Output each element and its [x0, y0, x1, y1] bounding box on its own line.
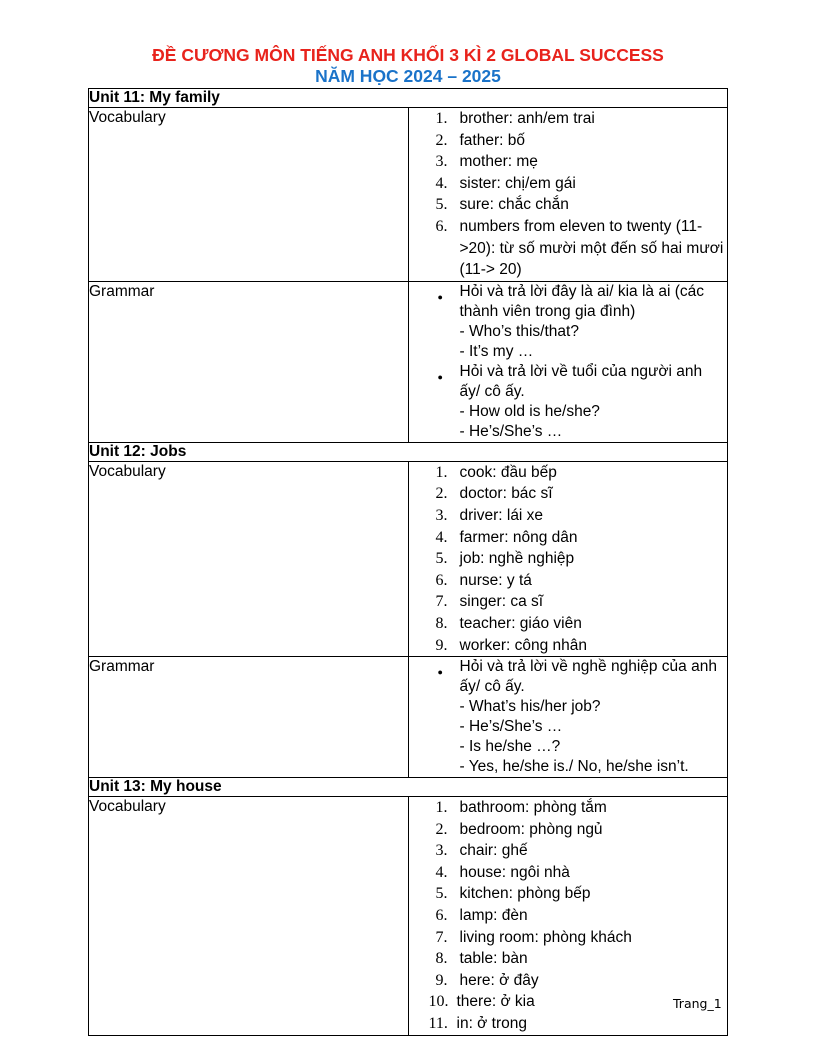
item-number: 7.	[435, 928, 448, 946]
vocabulary-item	[409, 130, 728, 152]
item-text: doctor: bác sĩ	[459, 485, 553, 503]
vocabulary-item	[409, 905, 728, 927]
vocabulary-item	[409, 216, 728, 281]
item-number: 7.	[435, 593, 448, 611]
item-number: 11.	[428, 1015, 448, 1033]
vocabulary-item	[409, 505, 728, 527]
document-title: ĐỀ CƯƠNG MÔN TIẾNG ANH KHỐI 3 KÌ 2 GLOBAL SUCCESS	[152, 45, 664, 65]
unit-header-row	[89, 442, 728, 461]
item-text: mother: mẹ	[459, 153, 538, 171]
item-number: 6.	[435, 217, 448, 235]
item-text: bedroom: phòng ngủ	[459, 820, 603, 838]
vocabulary-label: Vocabulary	[89, 461, 409, 656]
item-number: 6.	[435, 907, 448, 925]
vocabulary-item	[409, 151, 728, 173]
item-text: house: ngôi nhà	[459, 863, 570, 881]
example-sentence: - It’s my …	[459, 342, 534, 360]
vocabulary-item	[409, 635, 728, 657]
grammar-row	[89, 657, 728, 778]
example-sentence: - Who’s this/that?	[459, 322, 579, 340]
syllabus-table	[88, 88, 728, 1036]
item-number: 4.	[435, 174, 448, 192]
item-number: 3.	[435, 153, 448, 171]
vocabulary-item	[409, 483, 728, 505]
item-number: 3.	[435, 842, 448, 860]
item-text: sure: chắc chắn	[459, 196, 569, 214]
school-year-subtitle: NĂM HỌC 2024 – 2025	[315, 66, 501, 86]
item-number: 5.	[435, 885, 448, 903]
vocabulary-item	[409, 862, 728, 884]
vocabulary-list	[408, 461, 728, 656]
unit-title: Unit 12: Jobs	[89, 442, 728, 461]
item-number: 2.	[435, 131, 448, 149]
item-number: 10.	[428, 993, 449, 1011]
page-number: Trang_1	[673, 996, 722, 1011]
vocabulary-item	[409, 819, 728, 841]
item-number: 2.	[435, 820, 448, 838]
item-number: 5.	[435, 550, 448, 568]
vocabulary-row	[89, 797, 728, 1036]
unit-header-row	[89, 778, 728, 797]
vocabulary-row	[89, 461, 728, 656]
vocabulary-item	[409, 108, 728, 130]
item-number: 4.	[435, 528, 448, 546]
bullet-icon: ●	[437, 291, 443, 302]
item-text: numbers from eleven to twenty (11->20): từ số mười một đến số hai mươi (11-> 20)	[459, 217, 724, 279]
unit-title: Unit 11: My family	[89, 89, 728, 108]
example-sentence: - Is he/she …?	[459, 738, 561, 756]
grammar-list	[408, 281, 728, 442]
bullet-icon: ●	[437, 371, 443, 382]
item-number: 1.	[435, 463, 448, 481]
item-text: worker: công nhân	[459, 636, 588, 654]
item-number: 1.	[435, 799, 448, 817]
item-text: job: nghề nghiệp	[459, 550, 575, 568]
example-sentence: - He’s/She’s …	[459, 718, 563, 736]
item-number: 9.	[435, 971, 448, 989]
item-text: sister: chị/em gái	[459, 174, 576, 192]
vocabulary-label: Vocabulary	[89, 108, 409, 282]
grammar-point-text: Hỏi và trả lời về tuổi của người anh ấy/ cô ấy.	[459, 362, 703, 400]
item-text: father: bố	[459, 131, 525, 149]
item-number: 5.	[435, 196, 448, 214]
grammar-label: Grammar	[89, 657, 409, 778]
vocabulary-item	[409, 570, 728, 592]
vocabulary-item	[409, 613, 728, 635]
vocabulary-item	[409, 462, 728, 484]
vocabulary-item	[409, 548, 728, 570]
item-text: lamp: đèn	[459, 907, 528, 925]
grammar-point-text: Hỏi và trả lời đây là ai/ kia là ai (các thành viên trong gia đình)	[459, 282, 704, 320]
vocabulary-item	[409, 840, 728, 862]
vocabulary-item	[409, 970, 728, 992]
item-text: brother: anh/em trai	[459, 110, 595, 127]
item-text: in: ở trong	[456, 1015, 527, 1033]
item-number: 4.	[435, 863, 448, 881]
grammar-point	[409, 657, 728, 697]
item-text: living room: phòng khách	[459, 928, 632, 946]
vocabulary-item	[409, 948, 728, 970]
grammar-point-text: Hỏi và trả lời về nghề nghiệp của anh ấy/ cô ấy.	[459, 658, 717, 696]
vocabulary-item	[409, 591, 728, 613]
syllabus-table-body	[89, 89, 728, 1036]
item-number: 3.	[435, 506, 448, 524]
vocabulary-item	[409, 883, 728, 905]
item-number: 2.	[435, 485, 448, 503]
item-text: bathroom: phòng tắm	[459, 799, 607, 817]
item-text: nurse: y tá	[459, 571, 532, 589]
vocabulary-row	[89, 108, 728, 282]
item-text: here: ở đây	[459, 971, 539, 989]
item-number: 8.	[435, 950, 448, 968]
item-number: 8.	[435, 614, 448, 632]
item-number: 6.	[435, 571, 448, 589]
item-number: 9.	[435, 636, 448, 654]
example-sentence: - He’s/She’s …	[459, 422, 563, 440]
item-number: 1.	[435, 110, 448, 127]
item-text: driver: lái xe	[459, 506, 544, 524]
vocabulary-item	[409, 173, 728, 195]
vocabulary-list	[408, 108, 728, 282]
unit-header-row	[89, 89, 728, 108]
vocabulary-item	[409, 797, 728, 819]
vocabulary-label: Vocabulary	[89, 797, 409, 1036]
item-text: singer: ca sĩ	[459, 593, 544, 611]
grammar-list	[408, 657, 728, 778]
item-text: farmer: nông dân	[459, 528, 578, 546]
item-text: there: ở kia	[456, 993, 535, 1011]
vocabulary-item	[409, 527, 728, 549]
item-text: cook: đầu bếp	[459, 463, 557, 481]
grammar-label: Grammar	[89, 281, 409, 442]
example-sentence: - Yes, he/she is./ No, he/she isn’t.	[459, 758, 689, 776]
item-text: teacher: giáo viên	[459, 614, 582, 632]
item-text: table: bàn	[459, 950, 528, 968]
unit-title: Unit 13: My house	[89, 778, 728, 797]
item-text: chair: ghế	[459, 842, 528, 860]
grammar-point	[409, 282, 728, 322]
grammar-point	[409, 362, 728, 402]
bullet-icon: ●	[437, 667, 443, 678]
example-sentence: - What’s his/her job?	[459, 698, 601, 716]
grammar-row	[89, 281, 728, 442]
vocabulary-item	[409, 1013, 728, 1035]
vocabulary-item	[409, 194, 728, 216]
item-text: kitchen: phòng bếp	[459, 885, 591, 903]
vocabulary-item	[409, 927, 728, 949]
example-sentence: - How old is he/she?	[459, 402, 600, 420]
